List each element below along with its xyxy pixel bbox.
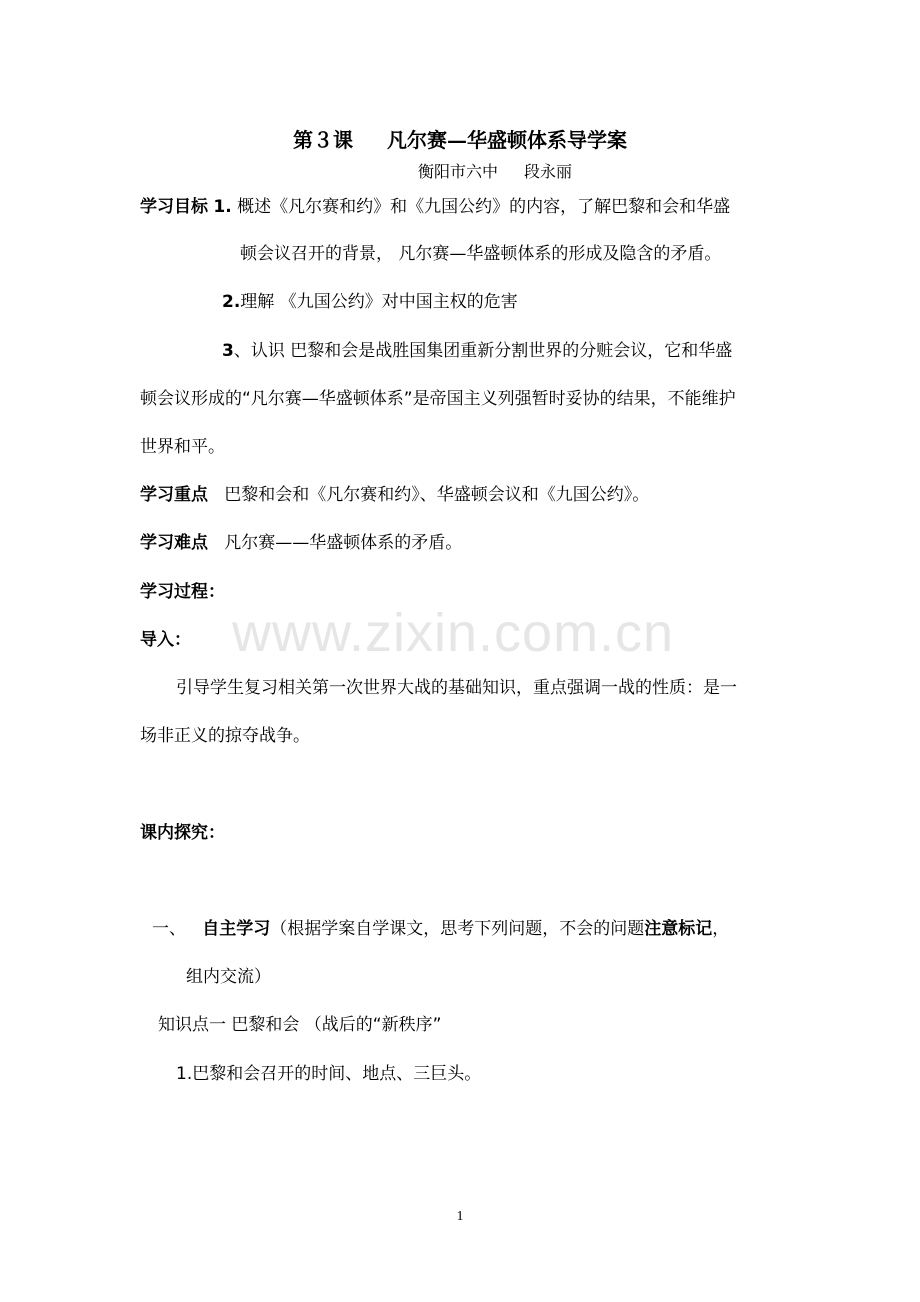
intro-line-b: 场非正义的掠夺战争。 [140,726,310,746]
goal3-line-a [222,339,732,363]
section1-text: （根据学案自学课文，思考下列问题，不会的问题 [270,919,645,939]
lesson-title [0,124,920,153]
goal2-number: 2. [222,292,241,312]
difficulty-label: 学习难点 [140,533,208,553]
goal3-number: 3 [222,341,234,361]
author-name: 段永丽 [524,162,573,181]
key-text: 巴黎和会和《凡尔赛和约》、华盛顿会议和《九国公约》。 [224,485,650,505]
process-label: 学习过程： [140,582,225,602]
section1-line-a [152,917,729,941]
author-school: 衡阳市六中 [418,162,499,181]
difficulty-line [140,531,462,555]
section1-title: 自主学习 [202,919,271,939]
knowledge-point-1: 知识点一 巴黎和会 （战后的“新秩序” [158,1015,442,1035]
section1-emphasis: 注意标记 [644,919,713,939]
goal2-text: 理解 《九国公约》对中国主权的危害 [240,292,518,312]
goal2-line [222,290,518,314]
intro-label: 导入： [140,630,191,650]
section1-line-b: 组内交流） [186,967,271,987]
lesson-name: 凡尔赛—华盛顿体系导学案 [387,128,627,152]
goal3-line-b: 顿会议形成的“凡尔赛—华盛顿体系”是帝国主义列强暂时妥协的结果，不能维护 [140,389,736,409]
difficulty-text: 凡尔赛——华盛顿体系的矛盾。 [224,533,463,553]
goal1-line-b: 顿会议召开的背景， 凡尔赛—华盛顿体系的形成及隐含的矛盾。 [240,244,722,264]
goal1-line-a [140,195,730,219]
author-line [418,159,572,182]
intro-line-a: 引导学生复习相关第一次世界大战的基础知识，重点强调一战的性质：是一 [176,678,737,698]
key-points-line [140,483,649,507]
goal3-text: 、认识 巴黎和会是战胜国集团重新分割世界的分赃会议，它和华盛 [233,341,733,361]
key-label: 学习重点 [140,485,208,505]
goals-label: 学习目标 [140,197,208,217]
goal1-text: 概述《凡尔赛和约》和《九国公约》的内容，了解巴黎和会和华盛 [237,197,731,217]
goal3-line-c: 世界和平。 [140,437,225,457]
lesson-number: 第３课 [293,128,353,152]
section1-number: 一、 [152,919,186,939]
question-1: 1.巴黎和会召开的时间、地点、三巨头。 [176,1064,482,1084]
page-number: 1 [456,1209,464,1224]
watermark: www.zixin.com.cn [232,603,675,663]
section1-comma: ， [712,919,730,939]
explore-label: 课内探究： [140,823,225,843]
goal1-number: 1. [213,197,232,217]
